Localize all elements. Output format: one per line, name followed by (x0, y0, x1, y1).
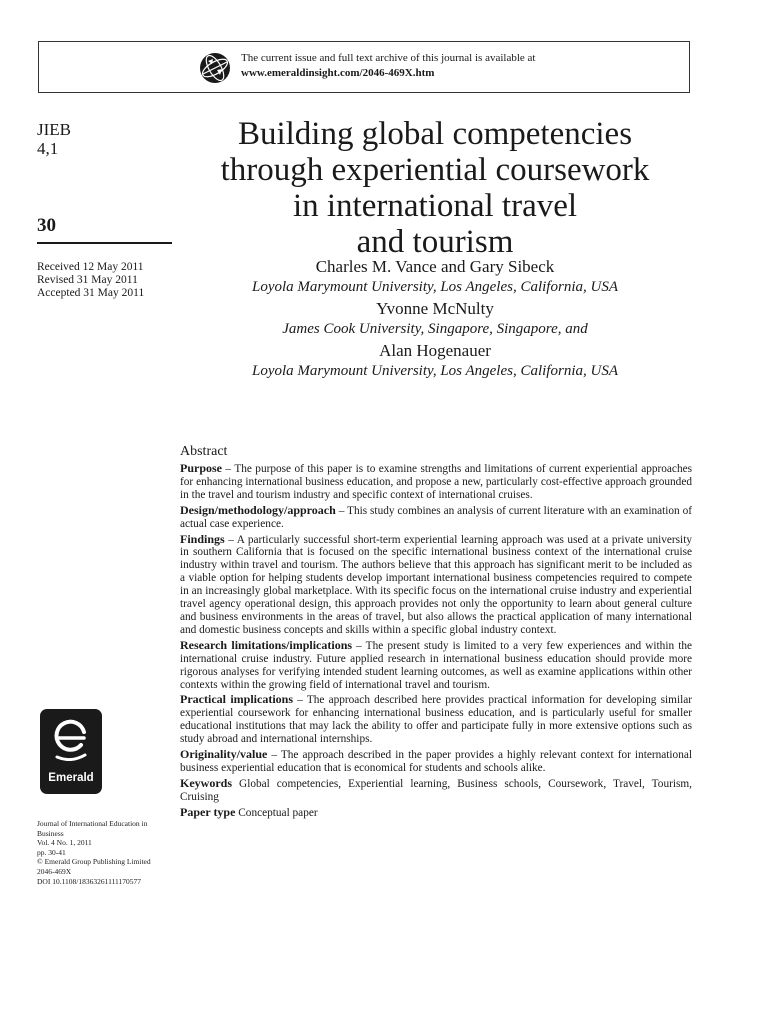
page-number: 30 (37, 215, 56, 236)
label-separator: – (352, 639, 366, 652)
meta-line: Business (37, 828, 64, 838)
accepted-date: Accepted 31 May 2011 (37, 287, 145, 299)
abstract-keywords (180, 777, 692, 804)
abstract (180, 443, 692, 822)
author-affiliation: James Cook University, Singapore, Singapore, and (282, 321, 588, 337)
meta-line: © Emerald Group Publishing Limited (37, 857, 151, 867)
volume-issue: 4,1 (37, 139, 59, 158)
section-label: Findings (180, 531, 225, 546)
section-text: Global competencies, Experiential learning, Business schools, Coursework, Travel, Tourism, Cruising (180, 777, 693, 803)
label-separator: – (222, 463, 235, 475)
banner-text (241, 51, 535, 81)
section-text: This study combines an analysis of current literature with an examination of actual case experience. (180, 504, 693, 530)
label-separator: – (293, 694, 307, 707)
label-separator: – (224, 533, 237, 546)
emerald-logo-text: Emerald (48, 772, 94, 784)
received-date: Received 12 May 2011 (37, 261, 144, 273)
meta-line: 2046-469X (37, 866, 72, 876)
abstract-purpose (180, 462, 692, 502)
title-line: and tourism (356, 224, 514, 260)
abstract-heading: Abstract (180, 444, 228, 459)
revised-date: Revised 31 May 2011 (37, 274, 138, 286)
section-label: Paper type (180, 804, 236, 819)
journal-metadata (37, 819, 177, 886)
emerald-logo (40, 709, 102, 794)
author-list (175, 256, 695, 382)
doi-line: DOI 10.1108/18363261111170577 (37, 876, 142, 886)
section-label: Practical implications (180, 692, 294, 707)
abstract-findings (180, 533, 692, 637)
section-text: Conceptual paper (238, 806, 318, 819)
title-line: in international travel (292, 188, 578, 224)
emerald-e-logo-icon (51, 717, 91, 761)
page-number-divider (37, 242, 172, 244)
title-line: through experiential coursework (220, 152, 650, 188)
section-text: The present study is limited to a very few experiences and within the international cruise industry. Future applied research in international business education should provide more rigorous analyses for verifying intended student learning outcomes, as well as examine applications within other contexts within the growing field of international travel and tourism. (180, 639, 693, 691)
section-text: The approach described in the paper provides a highly relevant context for international business experiential education that is economical for students and schools alike. (180, 749, 692, 774)
section-label: Design/methodology/approach (180, 502, 336, 517)
section-label: Originality/value (180, 747, 268, 762)
author-names: Yvonne McNulty (376, 299, 494, 318)
section-label: Keywords (180, 775, 232, 790)
section-text: The purpose of this paper is to examine strengths and limitations of current experiential approaches for enhancing international business education, and propose a new, particularly cost-effective approach grounded in the travel and tourism industry and specific context of international cruises. (180, 463, 693, 501)
abstract-paper-type (180, 806, 692, 820)
label-separator: – (335, 504, 348, 517)
journal-availability-banner (38, 41, 690, 93)
author-names: Charles M. Vance and Gary Sibeck (315, 257, 555, 276)
author-affiliation: Loyola Marymount University, Los Angeles, California, USA (252, 363, 618, 379)
section-label: Purpose (180, 461, 222, 475)
article-dates (37, 261, 144, 300)
journal-abbr-text: JIEB (37, 120, 71, 139)
meta-line: pp. 30-41 (37, 847, 66, 857)
author-affiliation: Loyola Marymount University, Los Angeles, California, USA (252, 279, 618, 295)
title-line: Building global competencies (237, 116, 633, 152)
journal-abbreviation (37, 120, 71, 158)
section-text: The approach described here provides practical information for developing similar experiential coursework for enhancing international business education, and is particularly useful for smaller educational institutions that may lack the ability to offer and participate fully in more extensive options such as study abroad and international internships. (180, 694, 693, 746)
section-label: Research limitations/implications (180, 637, 353, 652)
meta-line: Vol. 4 No. 1, 2011 (37, 838, 92, 848)
abstract-practical (180, 693, 692, 746)
abstract-originality (180, 748, 692, 775)
abstract-limitations (180, 639, 692, 692)
meta-line: Journal of International Education in (37, 819, 148, 828)
globe-icon (199, 52, 231, 84)
abstract-design (180, 504, 692, 531)
label-separator: – (267, 749, 281, 762)
banner-line: The current issue and full text archive of this journal is available at (241, 52, 536, 64)
article-title (175, 116, 695, 260)
author-names: Alan Hogenauer (379, 341, 491, 360)
journal-url-link[interactable]: www.emeraldinsight.com/2046-469X.htm (241, 67, 435, 79)
label-separator (232, 778, 239, 790)
section-text: A particularly successful short-term experiential learning approach was used at a private university in southern California that is focused on the specific international business context of the international cruise industry within travel and tourism. The authors believe that this approach has significant merit to be included as a viable option for helping students develop important international business competencies required to compete in an increasingly global marketplace. With its specific focus on the international cruise industry and experiential travel agency operational design, this approach provides not only the opportunity to learn about general culture and business environments in the areas of travel, but also allows the practical application of many international and domestic business concepts and skills within a specific global industry context. (180, 533, 692, 636)
